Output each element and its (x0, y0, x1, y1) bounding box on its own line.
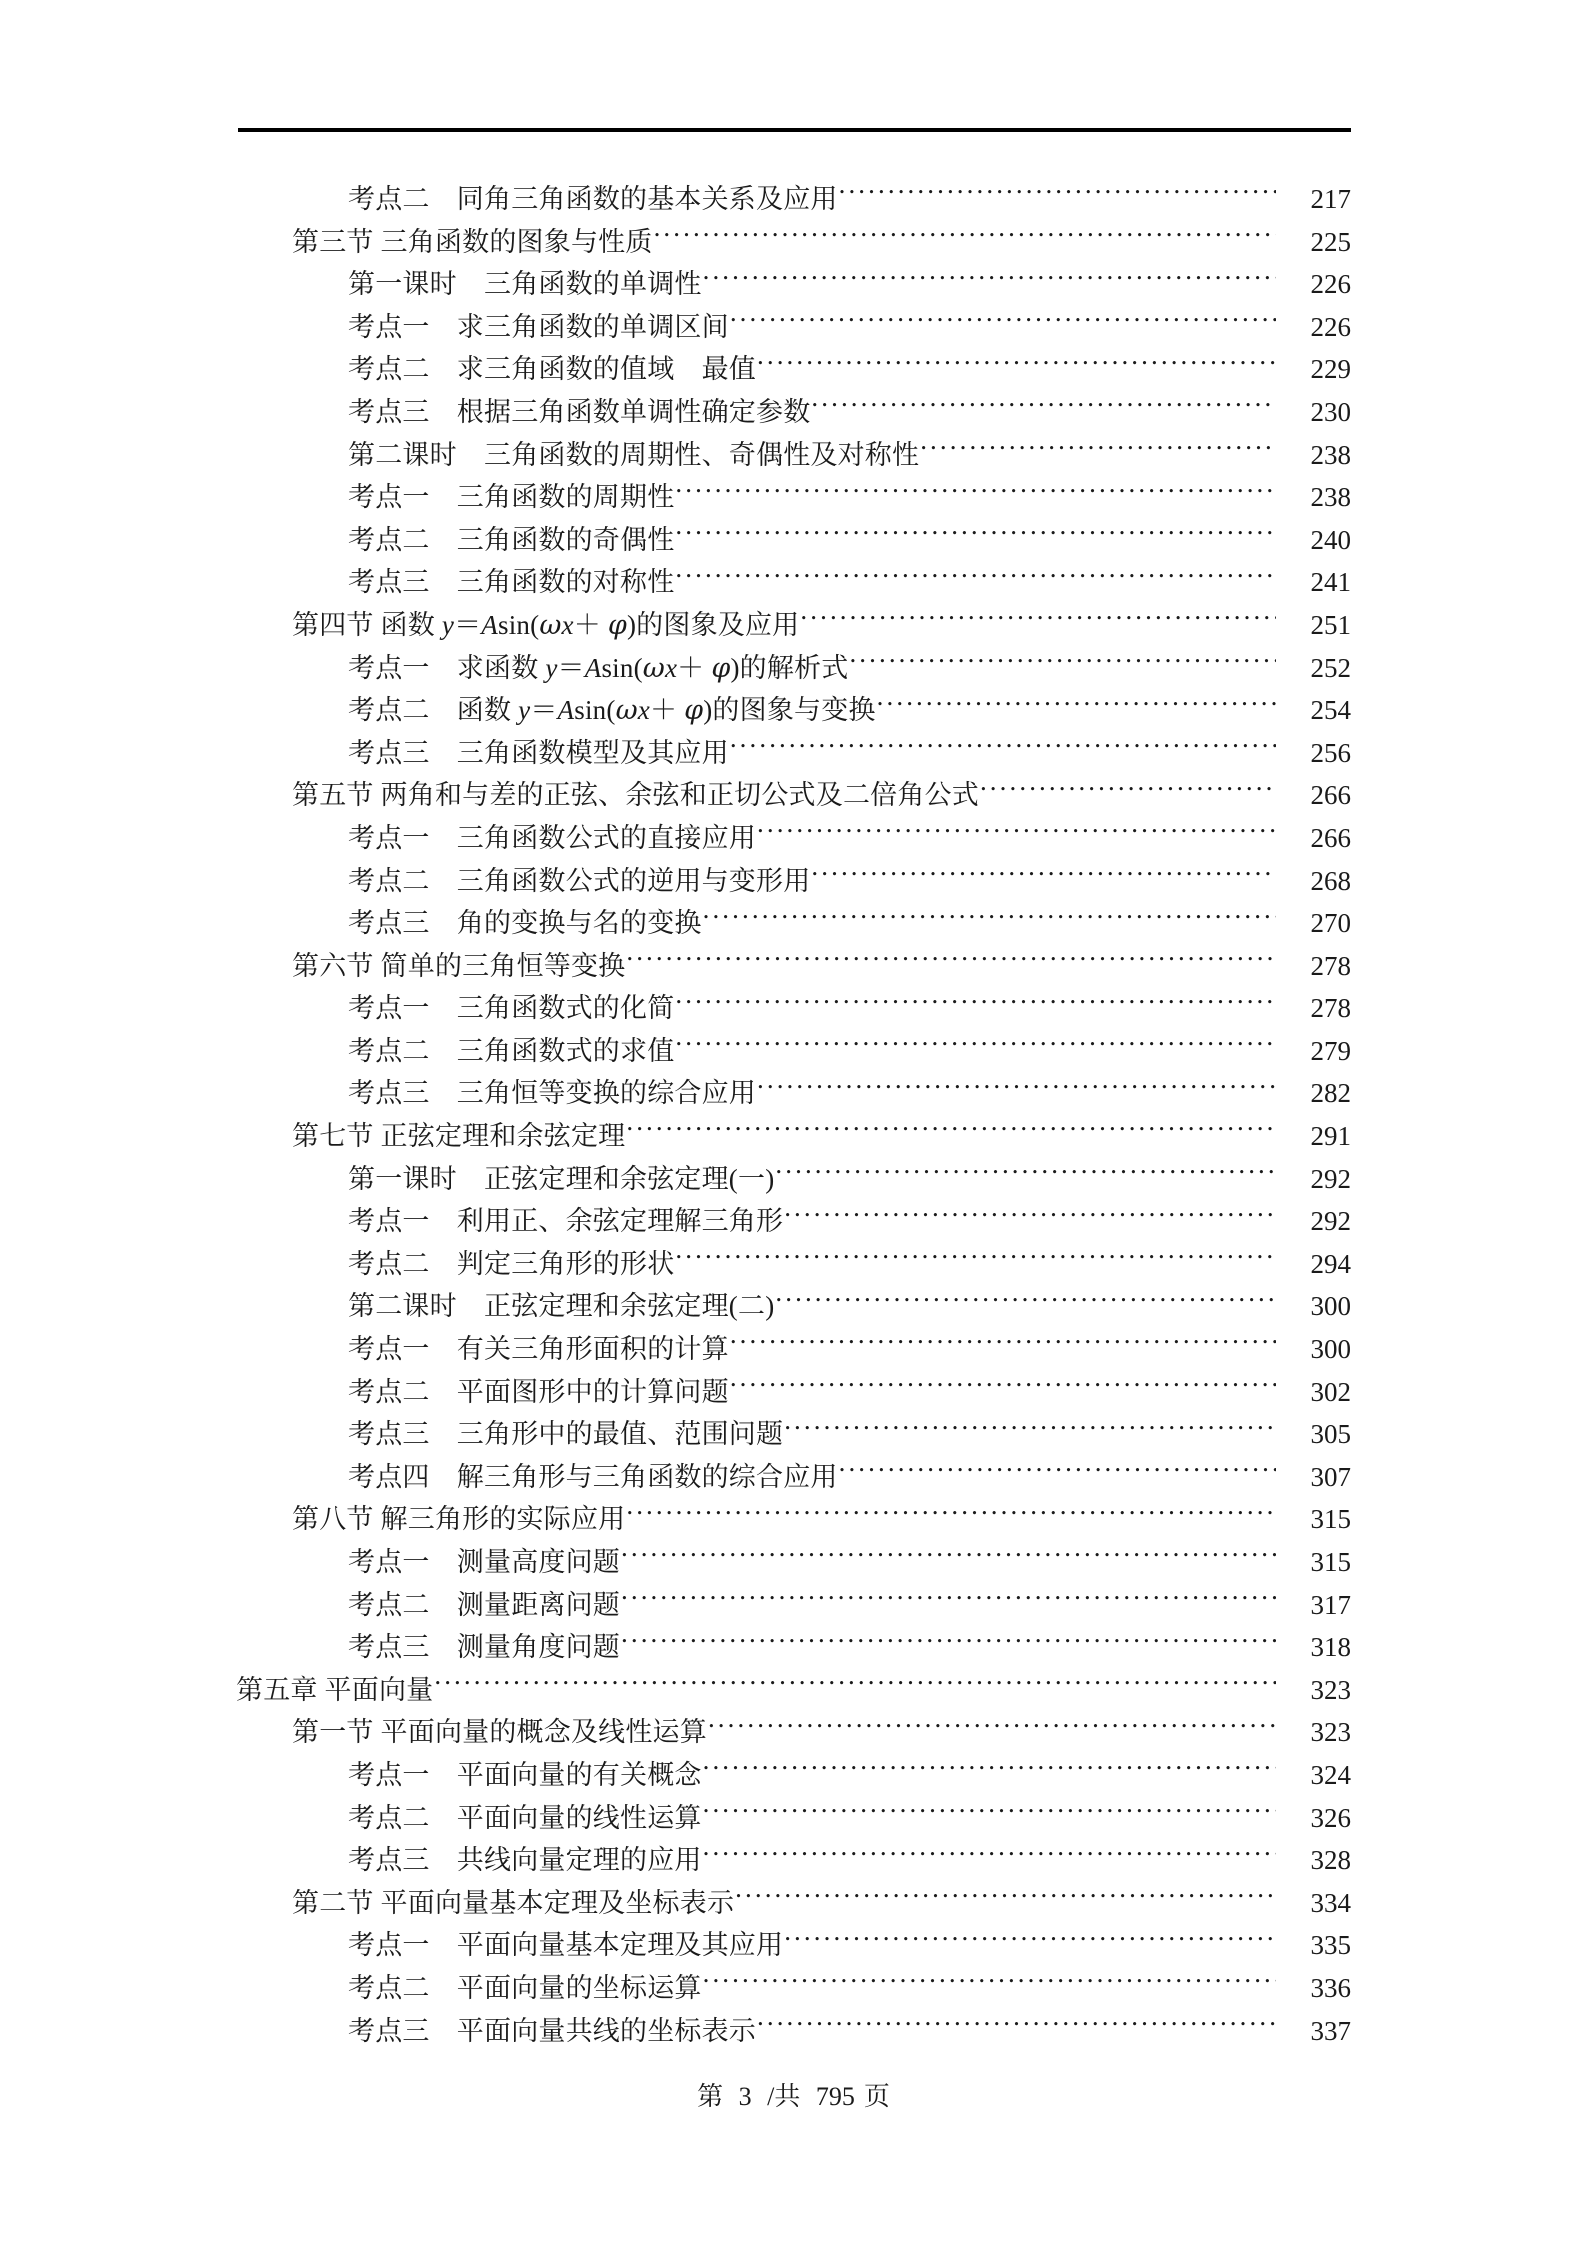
toc-entry-page-number: 256 (1310, 737, 1351, 768)
toc-leader-dots (621, 1628, 1276, 1656)
toc-leader-dots (757, 819, 1276, 847)
toc-entry-page-number: 229 (1310, 354, 1351, 385)
toc-entry-label: 考点二 平面向量的线性运算 (348, 1802, 702, 1833)
toc-leader-dots (775, 1160, 1276, 1188)
toc-entry[interactable] (0, 1456, 1587, 1499)
toc-entry-page-number: 300 (1310, 1334, 1351, 1365)
toc-entry[interactable] (0, 1669, 1587, 1712)
toc-entry-label: 考点一 求三角函数的单调区间 (348, 311, 729, 342)
toc-entry-page-number: 317 (1310, 1589, 1351, 1620)
toc-entry[interactable] (0, 1882, 1587, 1925)
toc-entry-page-number: 238 (1310, 482, 1351, 513)
toc-entry-page-number: 336 (1310, 1972, 1351, 2003)
toc-entry-page-number: 318 (1310, 1632, 1351, 1663)
toc-entry[interactable] (0, 1115, 1587, 1158)
toc-leader-dots (730, 734, 1276, 762)
toc-leader-dots (703, 265, 1276, 293)
toc-entry-label: 考点二 平面图形中的计算问题 (348, 1376, 729, 1407)
toc-entry-page-number: 266 (1310, 822, 1351, 853)
toc-entry-label: 考点三 三角函数模型及其应用 (348, 737, 729, 768)
toc-entry[interactable] (0, 1285, 1587, 1328)
toc-entry-page-number: 315 (1310, 1547, 1351, 1577)
toc-leader-dots (811, 393, 1276, 421)
header-rule (238, 128, 1351, 132)
toc-entry-page-number: 279 (1310, 1035, 1351, 1066)
toc-leader-dots (839, 180, 1276, 208)
toc-leader-dots (703, 1841, 1276, 1869)
toc-entry-label: 第六节 简单的三角恒等变换 (292, 950, 626, 981)
toc-entry[interactable] (0, 1498, 1587, 1541)
toc-entry-label: 考点一 三角函数的周期性 (348, 482, 675, 513)
footer-current-page: 3 (738, 2082, 752, 2111)
toc-entry-label: 考点二 同角三角函数的基本关系及应用 (348, 184, 838, 214)
toc-entry-label: 考点一 三角函数式的化简 (348, 993, 675, 1024)
toc-entry-label: 第四节 函数 y＝Asin(ωx＋ φ)的图象及应用 (292, 609, 800, 641)
toc-entry[interactable] (0, 1541, 1587, 1584)
toc-entry[interactable] (0, 689, 1587, 732)
toc-entry[interactable] (0, 1158, 1587, 1201)
toc-entry[interactable] (0, 902, 1587, 945)
toc-leader-dots (675, 1245, 1276, 1273)
toc-entry-label: 第二课时 正弦定理和余弦定理(二) (348, 1291, 775, 1322)
toc-leader-dots (708, 1713, 1276, 1741)
toc-entry[interactable] (0, 1797, 1587, 1840)
toc-entry-label: 第一课时 三角函数的单调性 (348, 269, 702, 300)
toc-entry-label: 考点二 三角函数式的求值 (348, 1035, 675, 1066)
toc-entry[interactable] (0, 1328, 1587, 1371)
toc-entry[interactable] (0, 2010, 1587, 2053)
toc-leader-dots (784, 1202, 1276, 1230)
toc-entry-page-number: 238 (1310, 439, 1351, 470)
toc-entry-page-number: 323 (1310, 1674, 1351, 1705)
toc-leader-dots (784, 1926, 1276, 1954)
toc-entry-page-number: 278 (1310, 993, 1351, 1024)
toc-leader-dots (920, 436, 1276, 464)
toc-leader-dots (839, 1458, 1276, 1486)
toc-entry-label: 第七节 正弦定理和余弦定理 (292, 1121, 626, 1152)
toc-entry-label: 第一课时 正弦定理和余弦定理(一) (348, 1163, 775, 1194)
toc-entry-page-number: 292 (1310, 1163, 1351, 1194)
toc-leader-dots (811, 862, 1276, 890)
toc-entry-label: 第二课时 三角函数的周期性、奇偶性及对称性 (348, 439, 920, 470)
toc-entry-label: 考点三 角的变换与名的变换 (348, 908, 702, 939)
toc-leader-dots (730, 1330, 1276, 1358)
toc-leader-dots (757, 350, 1276, 378)
toc-entry[interactable] (0, 1413, 1587, 1456)
toc-entry[interactable] (0, 1626, 1587, 1669)
toc-leader-dots (675, 1032, 1276, 1060)
toc-entry-label: 第八节 解三角形的实际应用 (292, 1504, 626, 1535)
toc-entry-label: 考点三 三角函数的对称性 (348, 567, 675, 598)
toc-entry-page-number: 305 (1310, 1419, 1351, 1450)
toc-entry-label: 考点三 三角恒等变换的综合应用 (348, 1078, 756, 1109)
toc-entry-page-number: 337 (1310, 2015, 1351, 2046)
toc-entry-page-number: 315 (1310, 1504, 1351, 1535)
toc-entry[interactable] (0, 1711, 1587, 1754)
toc-leader-dots (621, 1586, 1276, 1614)
footer-separator: /共 (767, 2082, 801, 2111)
toc-entry[interactable] (0, 348, 1587, 391)
toc-leader-dots (654, 223, 1276, 251)
toc-entry-page-number: 335 (1310, 1930, 1351, 1961)
toc-entry[interactable] (0, 1200, 1587, 1243)
toc-entry-page-number: 266 (1310, 780, 1351, 811)
toc-entry[interactable] (0, 1072, 1587, 1115)
toc-entry[interactable] (0, 1584, 1587, 1627)
toc-leader-dots (703, 1799, 1276, 1827)
toc-entry[interactable] (0, 306, 1587, 349)
toc-entry[interactable] (0, 987, 1587, 1030)
toc-entry-page-number: 282 (1310, 1078, 1351, 1109)
toc-entry[interactable] (0, 1839, 1587, 1882)
toc-entry-label: 考点三 平面向量共线的坐标表示 (348, 2015, 756, 2046)
toc-entry[interactable] (0, 391, 1587, 434)
toc-entry[interactable] (0, 1243, 1587, 1286)
footer-prefix: 第 (697, 2082, 724, 2111)
footer-suffix: 页 (863, 2082, 890, 2111)
toc-entry-page-number: 251 (1310, 609, 1351, 640)
toc-entry-label: 考点三 共线向量定理的应用 (348, 1845, 702, 1876)
toc-entry-label: 考点一 三角函数公式的直接应用 (348, 822, 756, 853)
toc-entry-label: 考点二 平面向量的坐标运算 (348, 1972, 702, 2003)
toc-entry-label: 第五章 平面向量 (236, 1674, 434, 1705)
toc-entry-page-number: 268 (1310, 865, 1351, 896)
toc-entry[interactable] (0, 1754, 1587, 1797)
toc-entry[interactable] (0, 732, 1587, 775)
toc-entry[interactable] (0, 434, 1587, 477)
toc-entry-label: 考点一 有关三角形面积的计算 (348, 1334, 729, 1365)
toc-entry-page-number: 334 (1310, 1887, 1351, 1918)
toc-entry-label: 考点二 三角函数公式的逆用与变形用 (348, 865, 811, 896)
toc-entry[interactable] (0, 774, 1587, 817)
toc-entry-page-number: 307 (1310, 1461, 1351, 1492)
toc-entry[interactable] (0, 1371, 1587, 1414)
toc-entry-label: 考点一 求函数 y＝Asin(ωx＋ φ)的解析式 (348, 652, 849, 684)
toc-entry-label: 考点二 三角函数的奇偶性 (348, 524, 675, 555)
toc-entry-label: 考点三 根据三角函数单调性确定参数 (348, 396, 811, 427)
toc-entry[interactable] (0, 1924, 1587, 1967)
toc-entry-label: 考点二 求三角函数的值域 最值 (348, 354, 756, 385)
toc-leader-dots (877, 691, 1276, 719)
toc-entry[interactable] (0, 178, 1587, 221)
toc-leader-dots (703, 1969, 1276, 1997)
toc-leader-dots (775, 1287, 1276, 1315)
toc-leader-dots (675, 521, 1276, 549)
toc-leader-dots (675, 563, 1276, 591)
toc-entry[interactable] (0, 263, 1587, 306)
toc-entry-page-number: 278 (1310, 950, 1351, 981)
toc-entry-label: 考点一 利用正、余弦定理解三角形 (348, 1206, 784, 1237)
toc-leader-dots (626, 1117, 1276, 1145)
toc-entry-page-number: 328 (1310, 1845, 1351, 1876)
toc-leader-dots (757, 2012, 1276, 2040)
toc-entry-page-number: 254 (1310, 695, 1351, 726)
toc-entry[interactable] (0, 817, 1587, 860)
toc-entry-page-number: 225 (1310, 226, 1351, 257)
toc-entry-label: 考点四 解三角形与三角函数的综合应用 (348, 1461, 838, 1492)
page-footer (0, 2076, 1587, 2113)
table-of-contents-list (0, 178, 1587, 2052)
toc-leader-dots (675, 989, 1276, 1017)
toc-entry[interactable] (0, 519, 1587, 562)
toc-entry-page-number: 302 (1310, 1376, 1351, 1407)
toc-leader-dots (626, 947, 1276, 975)
toc-entry[interactable] (0, 561, 1587, 604)
toc-entry-page-number: 226 (1310, 269, 1351, 300)
toc-entry-label: 考点三 测量角度问题 (348, 1632, 620, 1663)
toc-entry-page-number: 323 (1310, 1717, 1351, 1748)
toc-leader-dots (784, 1415, 1276, 1443)
toc-entry-label: 考点一 测量高度问题 (348, 1547, 620, 1577)
toc-entry-label: 考点三 三角形中的最值、范围问题 (348, 1419, 784, 1450)
toc-entry-page-number: 300 (1310, 1291, 1351, 1322)
toc-leader-dots (621, 1543, 1276, 1571)
toc-entry-label: 第三节 三角函数的图象与性质 (292, 226, 653, 257)
toc-entry-page-number: 230 (1310, 396, 1351, 427)
toc-leader-dots (626, 1500, 1276, 1528)
toc-entry-page-number: 240 (1310, 524, 1351, 555)
toc-leader-dots (849, 649, 1276, 677)
toc-entry-page-number: 270 (1310, 908, 1351, 939)
toc-entry[interactable] (0, 1030, 1587, 1073)
toc-entry-page-number: 226 (1310, 311, 1351, 342)
toc-entry[interactable] (0, 604, 1587, 647)
toc-entry-page-number: 252 (1310, 652, 1351, 683)
toc-entry[interactable] (0, 647, 1587, 690)
toc-entry[interactable] (0, 221, 1587, 264)
toc-leader-dots (800, 606, 1276, 634)
toc-entry[interactable] (0, 476, 1587, 519)
toc-entry-page-number: 326 (1310, 1802, 1351, 1833)
toc-leader-dots (735, 1884, 1276, 1912)
toc-entry-page-number: 291 (1310, 1121, 1351, 1152)
toc-entry-label: 第一节 平面向量的概念及线性运算 (292, 1717, 707, 1748)
toc-leader-dots (730, 308, 1276, 336)
toc-entry-label: 考点二 函数 y＝Asin(ωx＋ φ)的图象与变换 (348, 695, 876, 727)
toc-leader-dots (434, 1671, 1276, 1699)
toc-entry-page-number: 324 (1310, 1759, 1351, 1790)
toc-entry-label: 第五节 两角和与差的正弦、余弦和正切公式及二倍角公式 (292, 780, 979, 811)
toc-entry-page-number: 217 (1310, 184, 1351, 214)
toc-entry-label: 考点二 判定三角形的形状 (348, 1248, 675, 1279)
toc-entry-label: 第二节 平面向量基本定理及坐标表示 (292, 1887, 735, 1918)
toc-leader-dots (980, 776, 1276, 804)
toc-entry[interactable] (0, 1967, 1587, 2010)
toc-leader-dots (757, 1074, 1276, 1102)
toc-entry-page-number: 241 (1310, 567, 1351, 598)
toc-entry-label: 考点一 平面向量的有关概念 (348, 1759, 702, 1790)
toc-entry-page-number: 292 (1310, 1206, 1351, 1237)
footer-total-pages: 795 (815, 2082, 855, 2111)
toc-entry-label: 考点一 平面向量基本定理及其应用 (348, 1930, 784, 1961)
toc-entry[interactable] (0, 945, 1587, 988)
toc-entry-label: 考点二 测量距离问题 (348, 1589, 620, 1620)
toc-leader-dots (675, 478, 1276, 506)
toc-entry-page-number: 294 (1310, 1248, 1351, 1279)
toc-leader-dots (703, 1756, 1276, 1784)
toc-leader-dots (703, 904, 1276, 932)
toc-entry[interactable] (0, 860, 1587, 903)
toc-leader-dots (730, 1373, 1276, 1401)
